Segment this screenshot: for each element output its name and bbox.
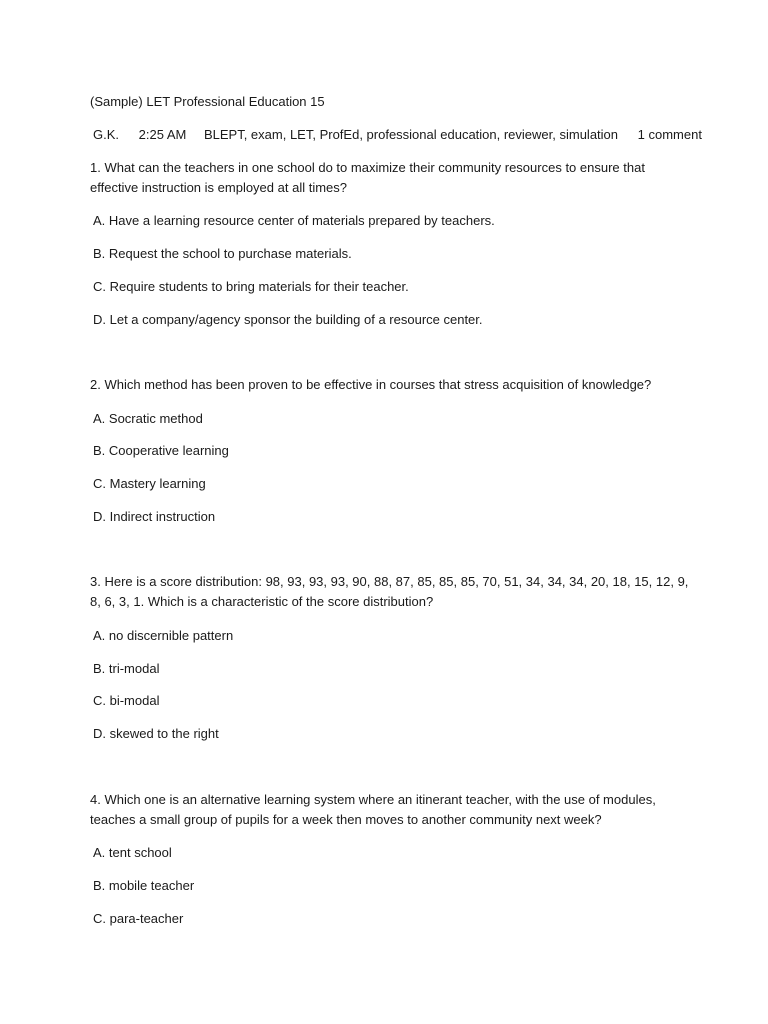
post-author: G.K. — [93, 127, 120, 142]
question-2-option-a: A. Socratic method — [93, 411, 203, 426]
post-labels: BLEPT, exam, LET, ProfEd, professional education, reviewer, simulation — [203, 127, 619, 142]
question-4-option-a: A. tent school — [93, 845, 172, 860]
question-4: 4. Which one is an alternative learning system where an itinerant teacher, with the use of modules, teaches a small group of pupils for a week then moves to another community next week? — [90, 792, 656, 827]
question-2: 2. Which method has been proven to be effective in courses that stress acquisition of knowledge? — [90, 377, 652, 392]
question-2-option-d: D. Indirect instruction — [93, 509, 216, 524]
question-1-option-a: A. Have a learning resource center of materials prepared by teachers. — [93, 213, 495, 228]
post-time: 2:25 AM — [138, 127, 187, 142]
question-1-option-d: D. Let a company/agency sponsor the building of a resource center. — [93, 312, 483, 327]
question-3-option-a: A. no discernible pattern — [93, 628, 234, 643]
question-3-option-d: D. skewed to the right — [93, 726, 219, 741]
question-1: 1. What can the teachers in one school do to maximize their community resources to ensure that effective instruction is employed at all times? — [90, 160, 645, 195]
post-comments: 1 comment — [637, 127, 702, 142]
post-meta — [93, 127, 702, 143]
question-4-option-c: C. para-teacher — [93, 911, 184, 926]
question-4-option-b: B. mobile teacher — [93, 878, 195, 893]
question-2-option-c: C. Mastery learning — [93, 476, 206, 491]
question-3: 3. Here is a score distribution: 98, 93, 93, 93, 90, 88, 87, 85, 85, 85, 70, 51, 34, 34, 34, 20, 18, 15, 12, 9, 8, 6, 3, 1. Which is a characteristic of the score distribution? — [90, 574, 689, 609]
question-1-option-b: B. Request the school to purchase materials. — [93, 246, 352, 261]
post-title: (Sample) LET Professional Education 15 — [90, 94, 325, 109]
question-3-option-b: B. tri-modal — [93, 661, 160, 676]
question-1-option-c: C. Require students to bring materials for their teacher. — [93, 279, 409, 294]
question-2-option-b: B. Cooperative learning — [93, 443, 229, 458]
question-3-option-c: C. bi-modal — [93, 693, 160, 708]
